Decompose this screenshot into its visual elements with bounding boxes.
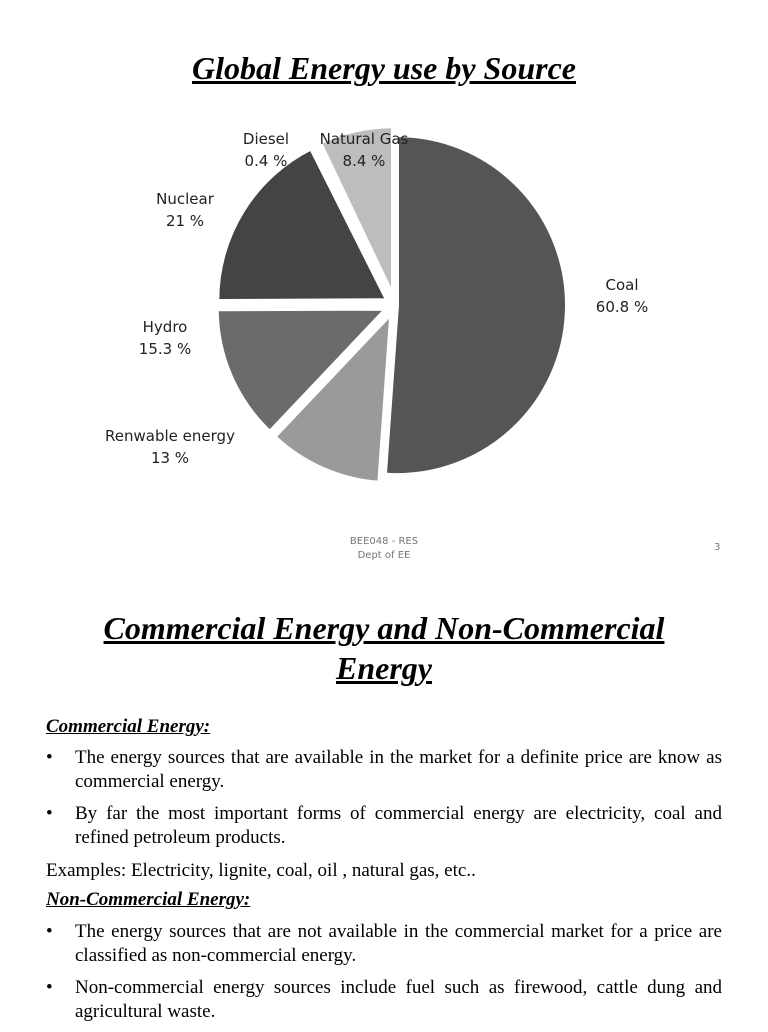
bullet-item (46, 976, 722, 1024)
page-number: 3 (714, 542, 721, 553)
bullet-item (46, 920, 722, 968)
slide-title-2: Commercial Energy and Non-Commercial Energy (103, 610, 665, 686)
slice-value-label: 15.3 % (138, 340, 192, 358)
footer-course: BEE048 - RES (349, 536, 419, 547)
non-commercial-bullets (46, 920, 722, 1032)
slice-value-label: 60.8 % (595, 298, 649, 316)
bullet-icon: • (46, 977, 53, 998)
bullet-text: The energy sources that are available in the market for a definite price are know as commercial energy. (75, 747, 722, 792)
slice-value-label: 8.4 % (342, 152, 386, 170)
bullet-icon: • (46, 921, 53, 942)
bullet-icon: • (46, 747, 53, 768)
bullet-item (46, 802, 722, 850)
slide-footer (284, 535, 484, 563)
bullet-item (46, 746, 722, 794)
non-commercial-heading: Non-Commercial Energy: (46, 889, 251, 910)
slice-label: Hydro (142, 318, 188, 336)
bullet-text: By far the most important forms of commercial energy are electricity, coal and refined petroleum products. (75, 803, 722, 848)
slice-value-label: 0.4 % (244, 152, 288, 170)
bullet-icon: • (46, 803, 53, 824)
bullet-text: Non-commercial energy sources include fuel such as firewood, cattle dung and agricultural waste. (75, 977, 722, 1022)
slice-label: Coal (605, 276, 639, 294)
footer-dept: Dept of EE (357, 550, 411, 561)
slice-label: Renwable energy (105, 427, 235, 445)
energy-pie-chart (0, 110, 768, 490)
slice-label: Nuclear (156, 190, 214, 208)
bullet-text: The energy sources that are not available in the commercial market for a price are classified as non-commercial energy. (75, 921, 722, 966)
slice-label: Diesel (242, 130, 290, 148)
slide-title: Global Energy use by Source (192, 50, 576, 86)
examples-line: Examples: Electricity, lignite, coal, oil , natural gas, etc.. (46, 860, 476, 881)
slice-label: Natural Gas (319, 130, 409, 148)
slice-value-label: 21 % (165, 212, 205, 230)
commercial-heading: Commercial Energy: (46, 716, 211, 737)
pie-slice-coal (385, 135, 567, 475)
commercial-bullets (46, 746, 722, 858)
slice-value-label: 13 % (150, 449, 190, 467)
